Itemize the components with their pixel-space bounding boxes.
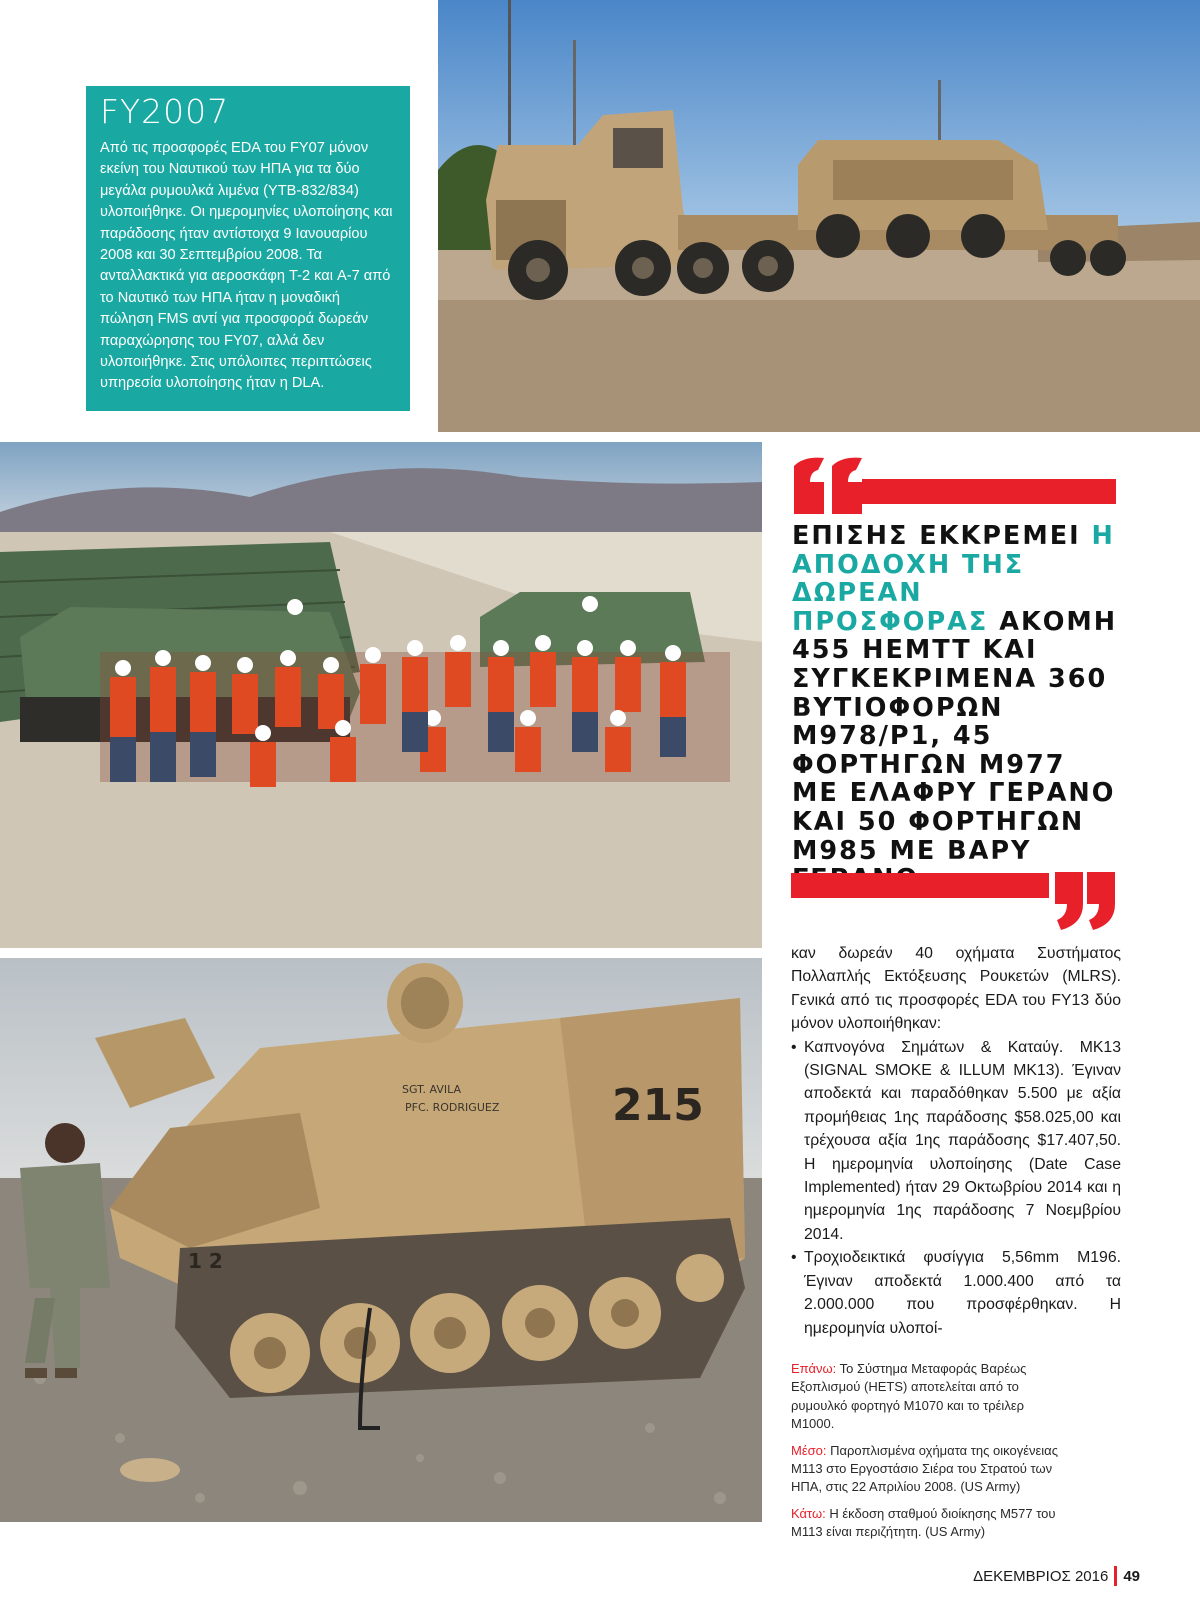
caption-top: [791, 1360, 1066, 1434]
quote-bar-top: [862, 479, 1116, 504]
stencil-avila: SGT. AVILA: [402, 1083, 462, 1096]
fy2007-sidebar: [86, 86, 410, 411]
pull-quote-part2: ΑΚΟΜΗ 455 HEMTT ΚΑΙ ΣΥΓΚΕΚΡΙΜΕΝΑ 360 ΒΥΤΙΟΦΟΡΩΝ M978/P1, 45 ΦΟΡΤΗΓΩΝ M977 ΜΕ ΕΛΑΦΡΥ ΓΕΡΑΝΟ ΚΑΙ 50 ΦΟΡΤΗΓΩΝ M985 ΜΕ ΒΑΡΥ: [792, 606, 1118, 866]
body-intro: καν δωρεάν 40 οχήματα Συστήματος Πολλαπλής Εκτόξευσης Ρουκετών (MLRS). Γενικά από τις προσφορές EDA του FY13 δύο μόνον υλοποιήθηκαν:: [791, 945, 1121, 1033]
sidebar-text: Από τις προσφορές EDA του FY07 μόνον εκείνη του Ναυτικού των ΗΠΑ για τα δύο μεγάλα ρυμουλκά λιμένα (YTB-832/834) υλοποιήθηκε. Οι ημερομηνίες υλοποίησης και παράδοσης ήταν αντίστοιχα 9 Ιανουαρίου 2008 και 30 Σεπτεμβρίου 2008. Τα ανταλλακτικά για αεροσκάφη T-2 και A-7 από το Ναυτικό των ΗΠΑ ήταν η μοναδική πώληση FMS αντί για προσφορά δωρεάν παραχώρησης του FY07, αλλά δεν υλοποιήθηκε. Στις υπόλοιπες περιπτώσεις υπηρεσία υλοποίησης ήταν η DLA.: [100, 140, 393, 392]
body-bullet-list: [791, 1036, 1121, 1340]
stencil-rodriguez: PFC. RODRIGUEZ: [405, 1101, 500, 1114]
pull-quote: [792, 522, 1122, 894]
vehicle-number: 215: [612, 1080, 704, 1131]
photo-m113-group: [0, 442, 762, 948]
side-number: 1 2: [188, 1249, 223, 1273]
pull-quote-part1: ΕΠΙΣΗΣ ΕΚΚΡΕΜΕΙ: [792, 521, 1081, 551]
caption-middle-label: Μέσο:: [791, 1442, 827, 1458]
caption-bottom: [791, 1505, 1066, 1542]
body-bullet-2: • Τροχιοδεικτικά φυσίγγια 5,56mm M196. Έγιναν αποδεκτά 1.000.400 από τα 2.000.000 που προσφέρθηκαν. Η ημερομηνία υλοποί-: [791, 1246, 1121, 1340]
caption-bottom-text: Η έκδοση σταθμού διοίκησης M577 του M113 είναι περιζήτητη. (US Army): [791, 1505, 1056, 1540]
article-body: [791, 942, 1121, 1340]
caption-middle-text: Παροπλισμένα οχήματα της οικογένειας M113 στο Εργοστάσιο Σιέρα του Στρατού των ΗΠΑ, στις 22 Απριλίου 2008. (US Army): [791, 1442, 1058, 1495]
sidebar-title: FY2007: [100, 92, 230, 131]
page-number: 49: [1123, 1567, 1140, 1585]
body-bullet-1: • Καπνογόνα Σημάτων & Καταύγ. MK13 (SIGNAL SMOKE & ILLUM MK13). Έγιναν αποδεκτά και παραδόθηκαν 5.500 με αξία προμήθειας 1ης παράδοσης $58.025,00 και τρέχουσα αξία 1ης παράδοσης $17.407,50. Η ημερομηνία υλοποίησης (Date Case Implemented) ήταν 29 Οκτωβρίου 2014 και η ημερομηνία 1ης παράδοσης 7 Νοεμβρίου 2014.: [791, 1036, 1121, 1247]
pull-quote-highlight: Η ΑΠΟΔΟΧΗ ΤΗΣ ΔΩΡΕΑΝ ΠΡΟΣΦΟΡΑΣ: [792, 521, 1115, 637]
caption-bottom-label: Κάτω:: [791, 1505, 826, 1521]
caption-top-text: Το Σύστημα Μεταφοράς Βαρέως Εξοπλισμού (HETS) αποτελείται από το ρυμουλκό φορτηγό M1070 και το τρέιλερ M1000.: [791, 1361, 1027, 1432]
page-footer: [973, 1566, 1140, 1586]
open-quote-icon: [790, 456, 866, 516]
close-quote-icon: [1053, 870, 1117, 930]
photo-hets-truck: [438, 0, 1200, 432]
caption-top-label: Επάνω:: [791, 1361, 837, 1376]
photo-m577: [0, 958, 762, 1522]
quote-bar-bottom: [791, 873, 1049, 898]
footer-separator: [1114, 1566, 1117, 1586]
caption-middle: [791, 1442, 1066, 1497]
photo-captions: [791, 1360, 1066, 1550]
footer-date: ΔΕΚΕΜΒΡΙΟΣ 2016: [973, 1567, 1109, 1585]
